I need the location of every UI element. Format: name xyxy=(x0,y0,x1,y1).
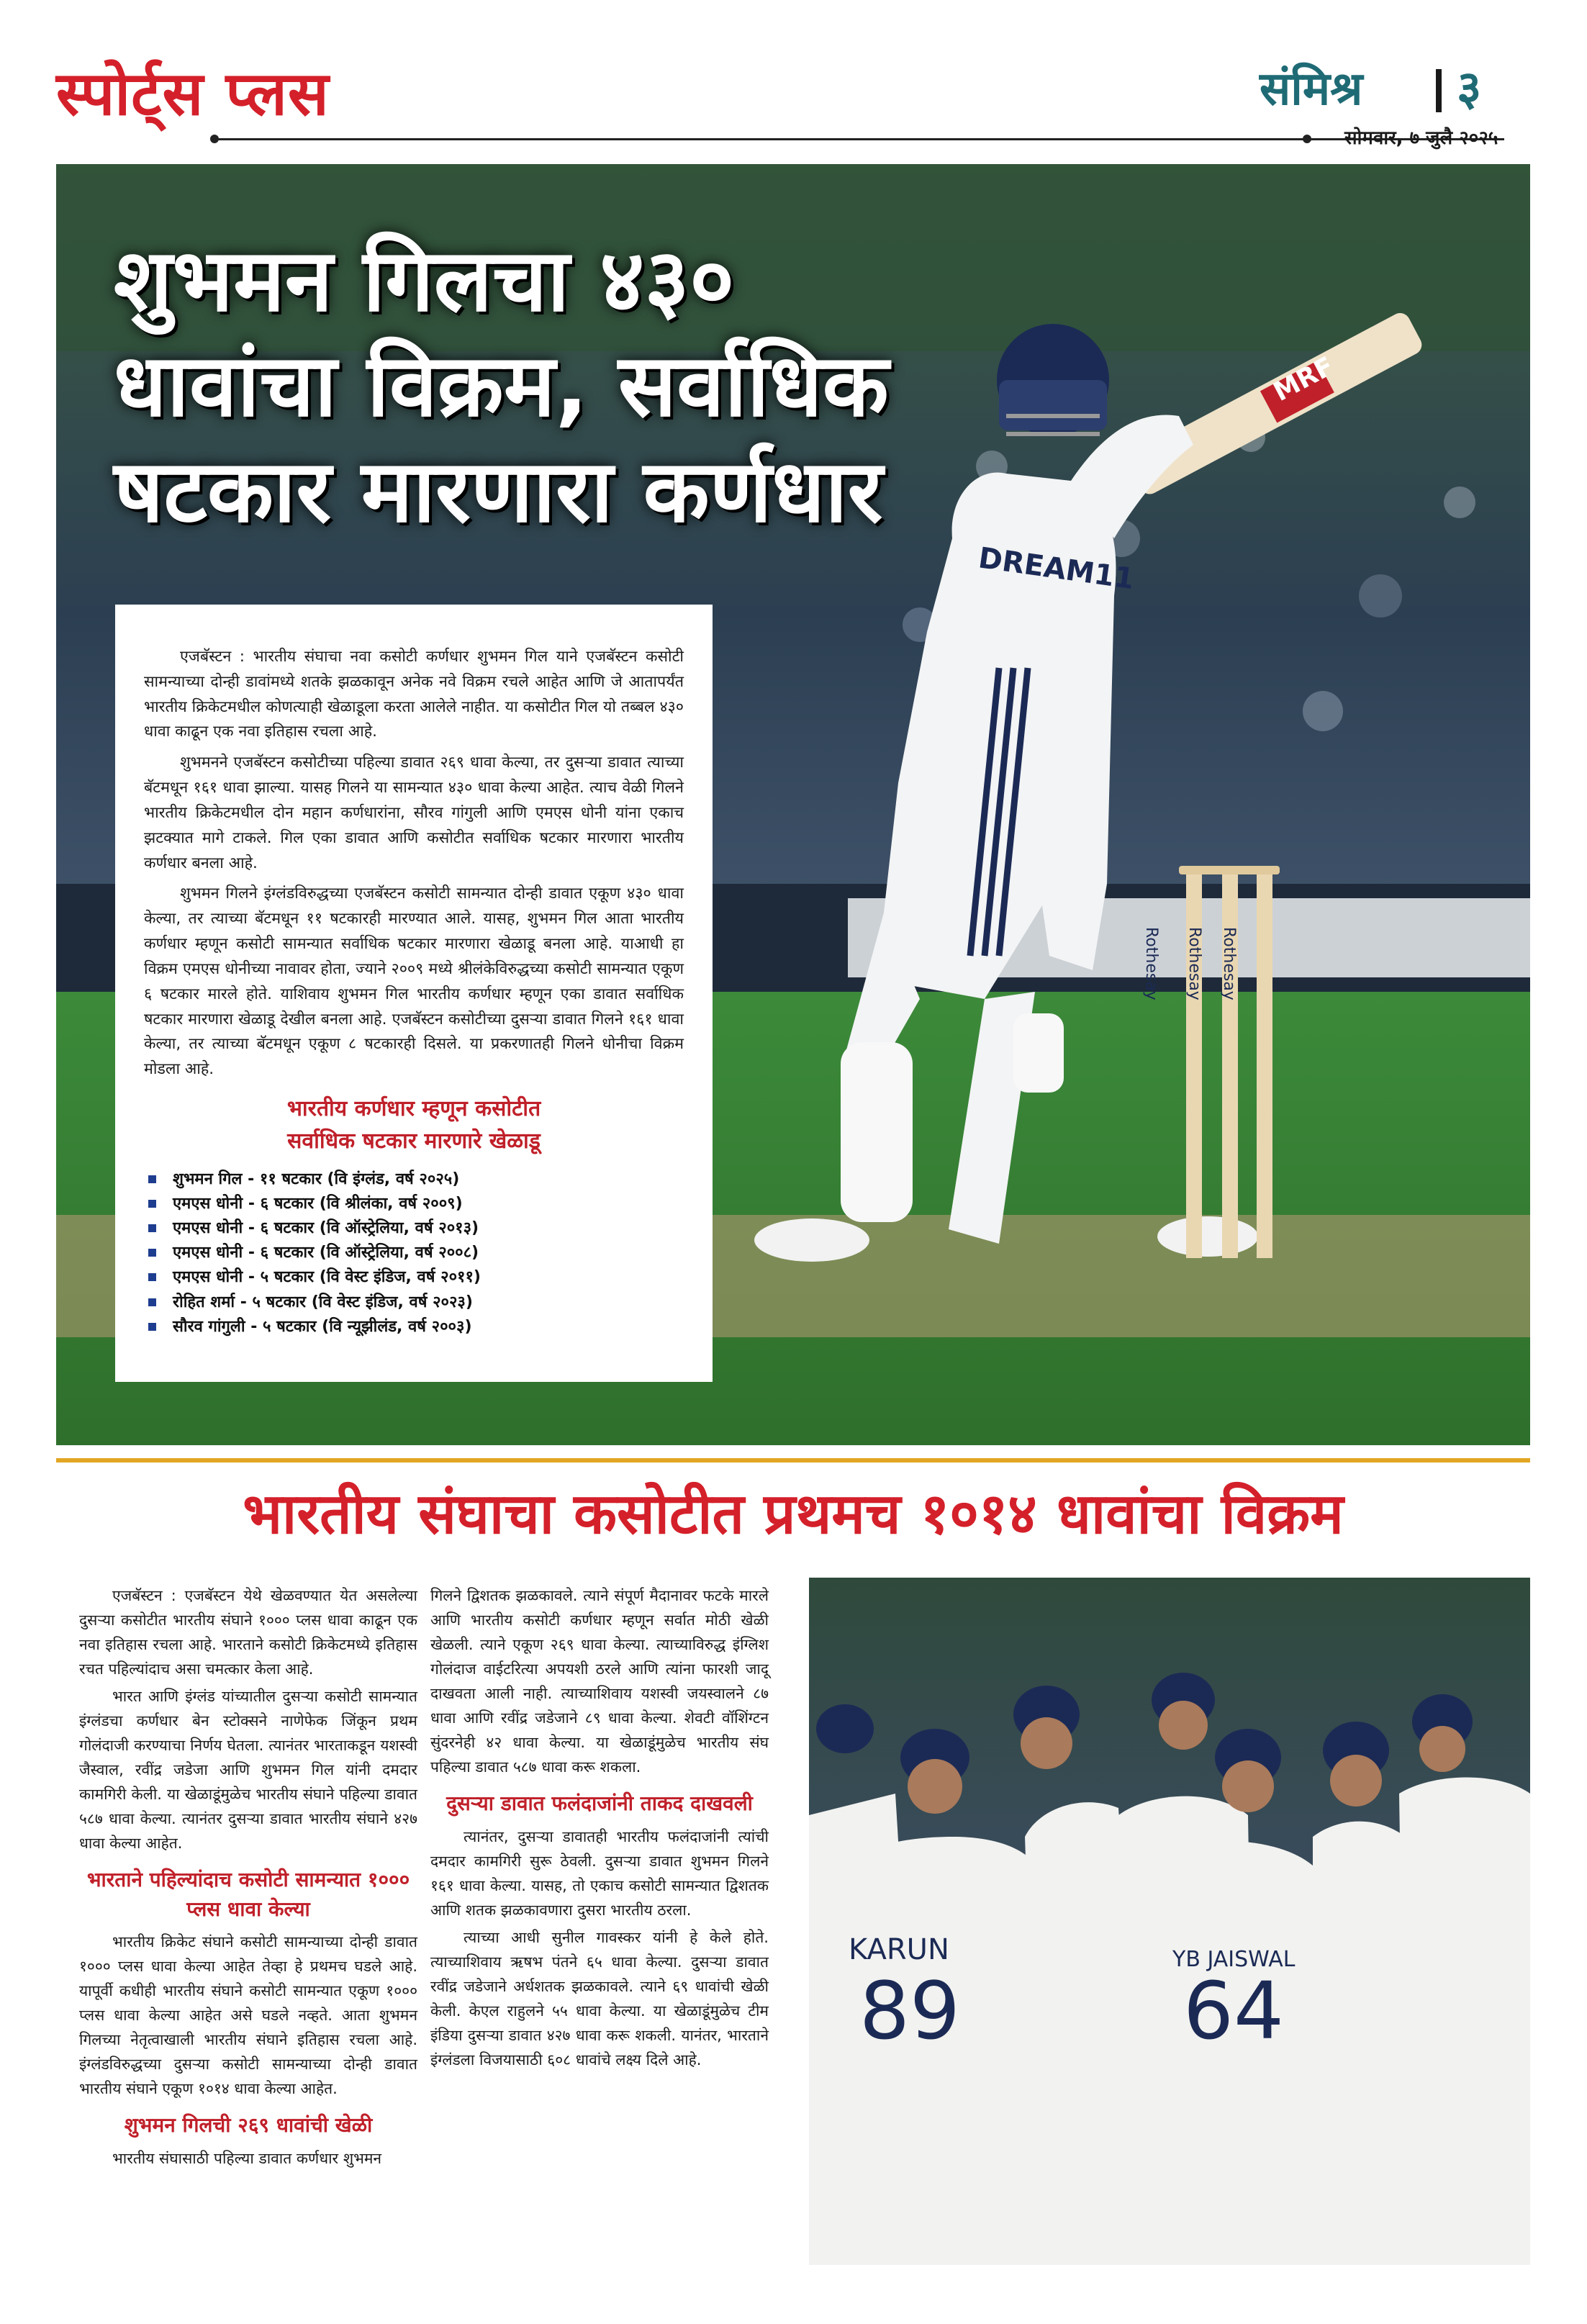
records-list xyxy=(144,1167,684,1339)
section-divider xyxy=(56,1458,1530,1462)
story2-subhead: दुसऱ्या डावात फलंदाजांनी ताकद दाखवली xyxy=(446,1791,753,1816)
jersey-sponsor-text: DREAM11 xyxy=(976,541,1136,597)
story2-paragraph: गिलने द्विशतक झळकावले. त्याने संपूर्ण मैदानावर फटके मारले आणि भारतीय कसोटी कर्णधार म्हणून सर्वात मोठी खेळी खेळली. त्याने एकूण २६९ धावा केल्या. त्याच्याविरुद्ध इंग्लिश गोलंदाज वाईटरित्या अपयशी ठरले आणि त्यांना फारशी जादू दाखवता आली नाही. त्याच्याशिवाय यशस्वी जयस्वालने ८७ धावा आणि रवींद्र जडेजाने ८९ धावा केल्या. शेवटी वॉशिंग्टन सुंदरनेही ४२ धावा केल्या. या खेळाडूंमुळेच भारतीय संघ पहिल्या डावात ५८७ धावा करू शकला. xyxy=(430,1587,769,1776)
headline-line: धावांचा विक्रम, सर्वाधिक xyxy=(114,336,889,437)
team-celebration-photo xyxy=(809,1578,1530,2265)
story1-paragraph: एजबॅस्टन : भारतीय संघाचा नवा कसोटी कर्णधार शुभमन गिल याने एजबॅस्टन कसोटी सामन्याच्या दोन्ही डावांमध्ये शतके झळकावून अनेक नवे विक्रम रचले आहेत आणि जे आतापर्यंत भारतीय क्रिकेटमधील कोणत्याही खेळाडूला करता आलेले नाहीत. या कसोटीत गिल यो तब्बल ४३० धावा काढून एक नवा इतिहास रचला आहे. xyxy=(144,648,684,741)
record-item: एमएस धोनी - ६ षटकार (वि ऑस्ट्रेलिया, वर्ष २००८) xyxy=(144,1241,684,1265)
story2-column-1 xyxy=(79,1583,417,2174)
bat-brand-text: MRF xyxy=(1268,351,1339,407)
stump-brand-text: Rothesay xyxy=(1185,927,1203,1000)
record-item: रोहित शर्मा - ५ षटकार (वि वेस्ट इंडिज, वर्ष २०२३) xyxy=(144,1290,684,1315)
story2-paragraph: भारत आणि इंग्लंड यांच्यातील दुसऱ्या कसोटी सामन्यात इंग्लंडचा कर्णधार बेन स्टोक्सने नाणेफेक जिंकून प्रथम गोलंदाजी करण्याचा निर्णय घेतला. त्यानंतर भारताकडून यशस्वी जैस्वाल, रवींद्र जडेजा आणि शुभमन गिल यांनी दमदार कामगिरी केली. या खेळाडूंमुळेच भारतीय संघाने पहिल्या डावात ५८७ धावा केल्या. त्यानंतर दुसऱ्या डावात भारतीय संघाने ४२७ धावा केल्या आहेत. xyxy=(79,1688,417,1853)
subhead-line: भारतीय कर्णधार म्हणून कसोटीत xyxy=(286,1096,541,1122)
record-item: एमएस धोनी - ५ षटकार (वि वेस्ट इंडिज, वर्ष २०११) xyxy=(144,1265,684,1290)
records-subhead xyxy=(144,1093,684,1157)
story1-paragraph: शुभमनने एजबॅस्टन कसोटीच्या पहिल्या डावात २६९ धावा केल्या, तर दुसऱ्या डावात त्याच्या बॅटमधून १६१ धावा झाल्या. यासह गिलने या सामन्यात ४३० धावा केल्या आहेत. त्याच वेळी गिलने भारतीय क्रिकेटमधील दोन महान कर्णधारांना, सौरव गांगुली आणि एमएस धोनी यांना एकाच झटक्यात मागे टाकले. गिल एका डावात आणि कसोटीत सर्वाधिक षटकार मारणारा भारतीय कर्णधार बनला आहे. xyxy=(144,754,684,872)
subhead-line: सर्वाधिक षटकार मारणारे खेळाडू xyxy=(287,1129,541,1154)
team-photo xyxy=(809,1578,1530,2265)
record-item: शुभमन गिल - ११ षटकार (वि इंग्लंड, वर्ष २०२५) xyxy=(144,1167,684,1192)
page-number: ३ xyxy=(1457,60,1482,116)
story2-subhead: शुभमन गिलची २६९ धावांची खेळी xyxy=(124,2113,373,2138)
story2-paragraph: त्याच्या आधी सुनील गावस्कर यांनी हे केले होते. त्याच्याशिवाय ऋषभ पंतने ६५ धावा केल्या. दुसऱ्या डावात रवींद्र जडेजाने अर्धशतक झळकावले. त्याने ६९ धावांची खेळी केली. केएल राहुलने ५५ धावा केल्या. या खेळाडूंमुळेच टीम इंडिया दुसऱ्या डावात ४२७ धावा करू शकली. यानंतर, भारताने इंग्लंडला विजयासाठी ६०८ धावांचे लक्ष्य दिले आहे. xyxy=(430,1928,769,2068)
story1-headline xyxy=(114,229,1049,545)
story1-paragraph: शुभमन गिलने इंग्लंडविरुद्धच्या एजबॅस्टन कसोटी सामन्यात दोन्ही डावात एकूण ४३० धावा केल्या, तर त्याच्या बॅटमधून ११ षटकारही मारण्यात आले. यासह, शुभमन गिल आता भारतीय कर्णधार म्हणून कसोटी सामन्यात सर्वाधिक षटकार मारणारा खेळाडू बनला आहे. याआधी हा विक्रम एमएस धोनीच्या नावावर होता, ज्याने २००९ मध्ये श्रीलंकेविरुद्धच्या कसोटी सामन्यात एकूण ६ षटकार मारले होते. याशिवाय शुभमन गिल भारतीय कर्णधार म्हणून एका डावात सर्वाधिक षटकार मारणारा खेळाडू देखील बनला आहे. एजबॅस्टन कसोटीच्या दुसऱ्या डावात गिलने १६१ धावा केल्या, तर त्याच्या बॅटमधून एकूण ८ षटकारही दिसले. या प्रकरणातही गिलने धोनीचा विक्रम मोडला आहे. xyxy=(144,885,684,1079)
record-item: एमएस धोनी - ६ षटकार (वि ऑस्ट्रेलिया, वर्ष २०१३) xyxy=(144,1216,684,1241)
section-separator xyxy=(1436,69,1442,112)
story1-text-box xyxy=(115,605,713,1382)
story2-subhead: भारताने पहिल्यांदाच कसोटी सामन्यात १००० प्लस धावा केल्या xyxy=(86,1868,410,1921)
headline-line: शुभमन गिलचा ४३० xyxy=(114,231,735,331)
story2-headline: भारतीय संघाचा कसोटीत प्रथमच १०१४ धावांचा विक्रम xyxy=(243,1482,1344,1547)
masthead-title: स्पोर्ट्स प्लस xyxy=(56,58,330,129)
rule-dot xyxy=(1303,135,1311,143)
story2-paragraph: एजबॅस्टन : एजबॅस्टन येथे खेळवण्यात येत असलेल्या दुसऱ्या कसोटीत भारतीय संघाने १००० प्लस धावा काढून एक नवा इतिहास रचला आहे. भारताने कसोटी क्रिकेटमध्ये इतिहास रचत पहिल्यांदाच असा चमत्कार केला आहे. xyxy=(79,1587,417,1678)
headline-line: षटकार मारणारा कर्णधार xyxy=(114,441,883,542)
section-name: संमिश्र xyxy=(1260,63,1363,116)
issue-date: सोमवार, ७ जुलै २०२५ xyxy=(1344,127,1498,149)
story2-paragraph: भारतीय क्रिकेट संघाने कसोटी सामन्याच्या दोन्ही डावात १००० प्लस धावा केल्या आहेत तेव्हा हे प्रथमच घडले आहे. यापूर्वी कधीही भारतीय संघाने कसोटी सामन्यात एकूण १००० प्लस धावा केल्या आहेत असे घडले नव्हते. आता शुभमन गिलच्या नेतृत्वाखाली भारतीय संघाने इतिहास रचला आहे. इंग्लंडविरुद्धच्या दुसऱ्या कसोटी सामन्याच्या दोन्ही डावात भारतीय संघाने एकूण १०१४ धावा केल्या आहेत. xyxy=(79,1933,417,2098)
story2-column-2 xyxy=(430,1583,769,2075)
player-number-text: 64 xyxy=(1183,1965,1284,2057)
stump-brand-text: Rothesay xyxy=(1142,927,1160,1000)
record-item: सौरव गांगुली - ५ षटकार (वि न्यूझीलंड, वर्ष २००३) xyxy=(144,1315,684,1339)
record-item: एमएस धोनी - ६ षटकार (वि श्रीलंका, वर्ष २००९) xyxy=(144,1192,684,1216)
player-name-text: KARUN xyxy=(849,1933,949,1966)
stump-brand-text: Rothesay xyxy=(1220,927,1238,1000)
player-name-text: YB JAISWAL xyxy=(1172,1947,1296,1972)
story2-paragraph: त्यानंतर, दुसऱ्या डावातही भारतीय फलंदाजांनी त्यांची दमदार कामगिरी सुरू ठेवली. दुसऱ्या डावात शुभमन गिलने १६१ धावा केल्या. यासह, तो एकाच कसोटी सामन्यात द्विशतक आणि शतक झळकावणारा दुसरा भारतीय ठरला. xyxy=(430,1827,769,1919)
story2-paragraph: भारतीय संघासाठी पहिल्या डावात कर्णधार शुभमन xyxy=(112,2150,382,2168)
player-number-text: 89 xyxy=(859,1965,960,2057)
